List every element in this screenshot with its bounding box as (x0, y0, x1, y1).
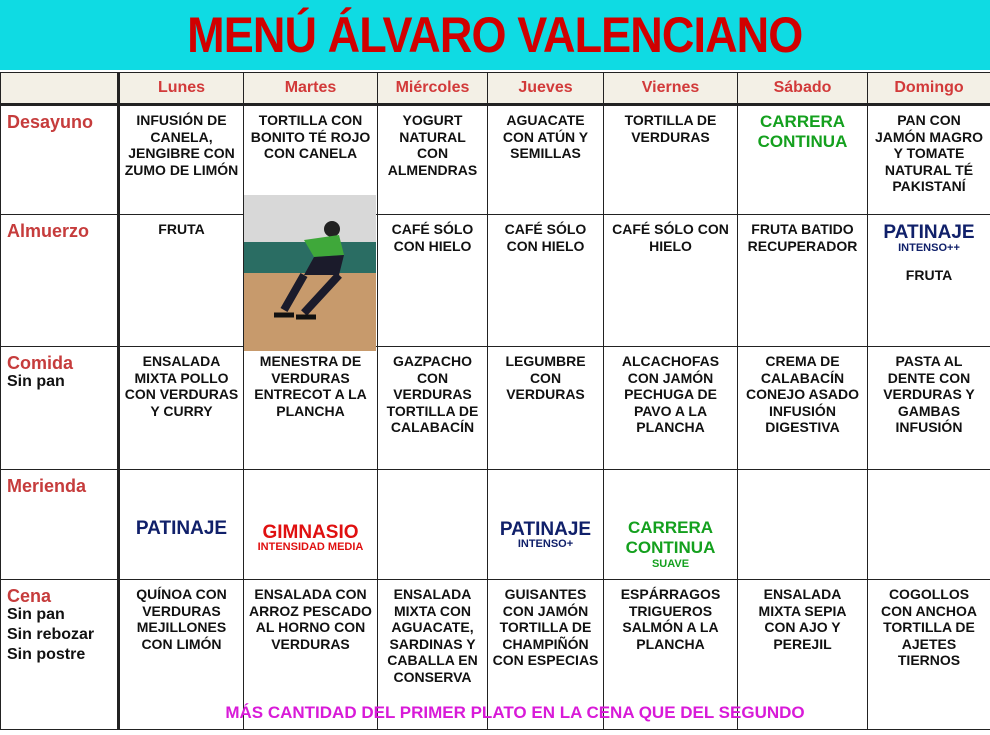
title-banner (0, 0, 990, 72)
menu-cell: FRUTA BATIDO RECUPERADOR (738, 215, 868, 347)
activity-label: CARRERA CONTINUA SUAVE (625, 518, 716, 570)
menu-cell: GUISANTES CON JAMÓN TORTILLA DE CHAMPIÑÓN CON ESPECIAS (488, 580, 604, 730)
menu-text: FRUTA (905, 266, 953, 283)
day-header: Jueves (488, 73, 604, 105)
menu-cell (119, 470, 244, 580)
activity-label: CARRERA CONTINUA (757, 112, 848, 151)
day-header: Domingo (868, 73, 990, 105)
activity-label: PATINAJE INTENSO++ (883, 222, 975, 254)
menu-cell: TORTILLA CON BONITO TÉ ROJO CON CANELA (244, 105, 378, 215)
menu-cell: ENSALADA CON ARROZ PESCADO AL HORNO CON VERDURAS (244, 580, 378, 730)
menu-cell (378, 470, 488, 580)
menu-cell (868, 470, 990, 580)
menu-cell (738, 470, 868, 580)
menu-cell: QUÍNOA CON VERDURAS MEJILLONES CON LIMÓN (119, 580, 244, 730)
row-desayuno (1, 105, 990, 215)
menu-cell: ENSALADA MIXTA CON AGUACATE, SARDINAS Y CABALLA EN CONSERVA (378, 580, 488, 730)
menu-cell (488, 470, 604, 580)
row-label: Merienda (1, 470, 119, 580)
day-header: Miércoles (378, 73, 488, 105)
day-header: Martes (244, 73, 378, 105)
row-label: Almuerzo (1, 215, 119, 347)
menu-cell: CAFÉ SÓLO CON HIELO (488, 215, 604, 347)
row-comida (1, 347, 990, 470)
activity-label: PATINAJE (135, 518, 228, 540)
menu-cell: CAFÉ SÓLO CON HIELO (378, 215, 488, 347)
menu-cell: PASTA AL DENTE CON VERDURAS Y GAMBAS INFUSIÓN (868, 347, 990, 470)
menu-table (0, 72, 990, 730)
menu-cell: FRUTA (119, 215, 244, 347)
menu-cell: AGUACATE CON ATÚN Y SEMILLAS (488, 105, 604, 215)
menu-cell: PAN CON JAMÓN MAGRO Y TOMATE NATURAL TÉ PAKISTANÍ (868, 105, 990, 215)
menu-cell: COGOLLOS CON ANCHOA TORTILLA DE AJETES TIERNOS (868, 580, 990, 730)
row-label: Comida Sin pan (1, 347, 119, 470)
day-header: Sábado (738, 73, 868, 105)
menu-cell: INFUSIÓN DE CANELA, JENGIBRE CON ZUMO DE LIMÓN (119, 105, 244, 215)
activity-label: PATINAJE INTENSO+ (499, 518, 592, 551)
activity-label: GIMNASIO INTENSIDAD MEDIA (257, 521, 364, 554)
row-label: Cena Sin pan Sin rebozar Sin postre (1, 580, 119, 730)
header-row (1, 73, 990, 105)
menu-cell: ENSALADA MIXTA POLLO CON VERDURAS Y CURRY (119, 347, 244, 470)
menu-cell: GAZPACHO CON VERDURAS TORTILLA DE CALABACÍN (378, 347, 488, 470)
menu-cell: LEGUMBRE CON VERDURAS (488, 347, 604, 470)
menu-cell: ENSALADA MIXTA SEPIA CON AJO Y PEREJIL (738, 580, 868, 730)
menu-cell (868, 215, 990, 347)
menu-cell: MENESTRA DE VERDURAS ENTRECOT A LA PLANCHA (244, 347, 378, 470)
menu-cell: ESPÁRRAGOS TRIGUEROS SALMÓN A LA PLANCHA (604, 580, 738, 730)
menu-cell: YOGURT NATURAL CON ALMENDRAS (378, 105, 488, 215)
day-header: Lunes (119, 73, 244, 105)
menu-cell (604, 470, 738, 580)
row-almuerzo (1, 215, 990, 347)
menu-cell: ALCACHOFAS CON JAMÓN PECHUGA DE PAVO A LA PLANCHA (604, 347, 738, 470)
row-merienda (1, 470, 990, 580)
menu-cell (244, 470, 378, 580)
day-header: Viernes (604, 73, 738, 105)
page-title: MENÚ ÁLVARO VALENCIANO (187, 7, 803, 63)
menu-cell: CAFÉ SÓLO CON HIELO (604, 215, 738, 347)
skater-photo (244, 195, 376, 351)
menu-cell: TORTILLA DE VERDURAS (604, 105, 738, 215)
menu-cell: CREMA DE CALABACÍN CONEJO ASADO INFUSIÓN DIGESTIVA (738, 347, 868, 470)
footer-note: MÁS CANTIDAD DEL PRIMER PLATO EN LA CENA QUE DEL SEGUNDO (225, 703, 805, 722)
corner-cell (1, 73, 119, 105)
menu-cell (738, 105, 868, 215)
row-label: Desayuno (1, 105, 119, 215)
